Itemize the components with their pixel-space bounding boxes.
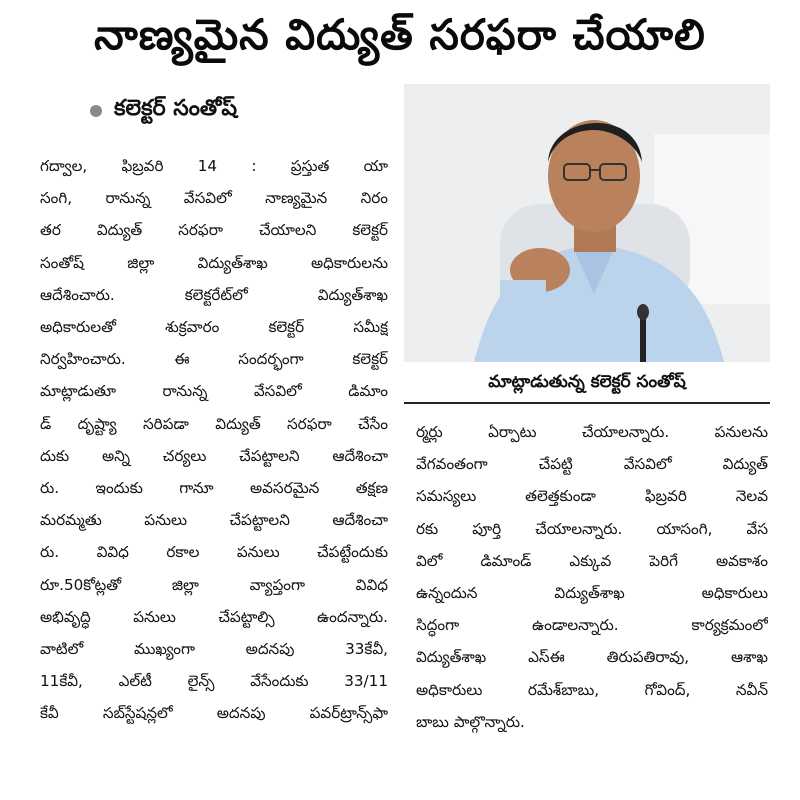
text-line: తర విద్యుత్ సరఫరా చేయాలని కలెక్టర్	[40, 221, 388, 240]
text-line: సిద్ధంగా ఉండాలన్నారు. కార్యక్రమంలో	[416, 616, 768, 635]
text-line: కేవీ సబ్‌స్టేషన్లలో అదనపు పవర్‌ట్రాన్స్‌ఫా	[40, 704, 388, 723]
text-line: అధికారులతో శుక్రవారం కలెక్టర్ సమీక్ష	[40, 318, 388, 337]
text-line: రకు పూర్తి చేయాలన్నారు. యాసంగి, వేస	[416, 519, 768, 538]
text-line: విలో డిమాండ్ ఎక్కువ పెరిగే అవకాశం	[416, 551, 768, 570]
article-column-left	[40, 150, 388, 730]
text-line: సమస్యలు తలెత్తకుండా ఫిబ్రవరి నెలవ	[416, 487, 768, 506]
bullet-icon	[90, 105, 102, 117]
headline: నాణ్యమైన విద్యుత్ సరఫరా చేయాలి	[94, 10, 706, 59]
text-line: గద్వాల, ఫిబ్రవరి 14 : ప్రస్తుత యా	[40, 157, 388, 175]
text-line: అభివృద్ధి పనులు చేపట్టాల్సి ఉందన్నారు.	[40, 607, 388, 626]
article-column-right	[416, 416, 768, 738]
text-line: విద్యుత్‌శాఖ ఎస్ఈ తిరుపతిరావు, ఆశాఖ	[416, 648, 768, 667]
text-line: ర్మర్లు ఏర్పాటు చేయాలన్నారు. పనులను	[416, 423, 768, 441]
text-line: నిర్వహించారు. ఈ సందర్భంగా కలెక్టర్	[40, 350, 388, 369]
text-line: వాటిలో ముఖ్యంగా అదనపు 33కేవీ,	[40, 640, 388, 659]
text-line: డ్ దృష్ట్యా సరిపడా విద్యుత్ సరఫరా చేసేం	[40, 414, 388, 433]
text-line: సంతోష్ జిల్లా విద్యుత్‌శాఖ అధికారులను	[40, 253, 388, 272]
text-line: దుకు అన్ని చర్యలు చేపట్టాలని ఆదేశించా	[40, 446, 388, 465]
text-line: ఉన్నందున విద్యుత్‌శాఖ అధికారులు	[416, 584, 768, 603]
collector-photo	[404, 84, 770, 362]
text-line-last: బాబు పాల్గొన్నారు.	[416, 712, 525, 731]
text-line: మరమ్మతు పనులు చేపట్టాలని ఆదేశించా	[40, 511, 388, 530]
text-line: మాట్లాడుతూ రానున్న వేసవిలో డిమాం	[40, 382, 388, 401]
text-line: వేగవంతంగా చేపట్టి వేసవిలో విద్యుత్	[416, 455, 768, 474]
text-line: రు. వివిధ రకాల పనులు చేపట్టేందుకు	[40, 543, 388, 562]
photo-caption: మాట్లాడుతున్న కలెక్టర్ సంతోష్	[404, 366, 770, 404]
byline	[90, 96, 237, 126]
byline-name: కలెక్టర్ సంతోష్	[114, 96, 238, 121]
text-line: రు. ఇందుకు గానూ అవసరమైన తక్షణ	[40, 479, 388, 498]
text-line: ఆదేశించారు. కలెక్టరేట్‌లో విద్యుత్‌శాఖ	[40, 285, 388, 304]
text-line: రూ.50కోట్లతో జిల్లా వ్యాప్తంగా వివిధ	[40, 575, 388, 594]
text-line: సంగి, రానున్న వేసవిలో నాణ్యమైన నిరం	[40, 189, 388, 208]
person-photo-illustration	[404, 84, 770, 362]
text-line: 11కేవీ, ఎల్‌టీ లైన్స్ వేసేందుకు 33/11	[40, 672, 388, 691]
text-line: అధికారులు రమేశ్‌బాబు, గోవింద్, నవీన్	[416, 680, 768, 699]
